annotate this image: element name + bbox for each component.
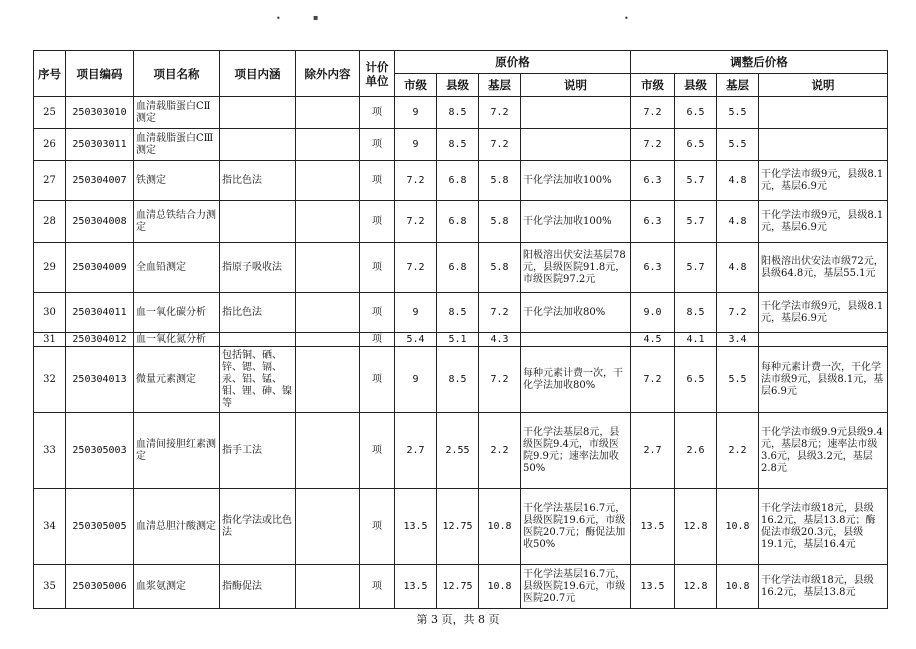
cell-orig-city: 9 <box>395 293 437 333</box>
cell-code: 250305003 <box>66 413 134 489</box>
cell-name: 微量元素测定 <box>134 347 220 413</box>
header-orig-county: 县级 <box>437 74 479 97</box>
header-seq: 序号 <box>34 51 66 97</box>
cell-new-city: 6.3 <box>631 161 675 201</box>
cell-new-note <box>759 97 888 129</box>
cell-new-city: 7.2 <box>631 97 675 129</box>
cell-unit: 项 <box>360 489 395 565</box>
table-row <box>34 489 888 565</box>
cell-new-base: 5.5 <box>717 97 759 129</box>
header-orig-note: 说明 <box>521 74 631 97</box>
header-orig-city: 市级 <box>395 74 437 97</box>
cell-code: 250305005 <box>66 489 134 565</box>
cell-seq: 28 <box>34 201 66 243</box>
cell-orig-note <box>521 129 631 161</box>
cell-seq: 25 <box>34 97 66 129</box>
scan-speck: • <box>624 14 629 23</box>
table-row <box>34 201 888 243</box>
cell-new-note: 干化学法市级18元，县级16.2元，基层13.8元 <box>759 565 888 609</box>
header-new-city: 市级 <box>631 74 675 97</box>
cell-content: 指化学法或比色法 <box>220 489 296 565</box>
cell-name: 血一氧化氮分析 <box>134 333 220 347</box>
cell-orig-county: 6.8 <box>437 201 479 243</box>
cell-new-note: 干化学法市级9元，县级8.1元，基层6.9元 <box>759 161 888 201</box>
cell-orig-county: 8.5 <box>437 129 479 161</box>
cell-new-county: 5.7 <box>675 201 717 243</box>
cell-new-base: 5.5 <box>717 347 759 413</box>
cell-orig-county: 6.8 <box>437 161 479 201</box>
cell-orig-county: 5.1 <box>437 333 479 347</box>
cell-seq: 30 <box>34 293 66 333</box>
cell-orig-city: 7.2 <box>395 161 437 201</box>
cell-new-county: 8.5 <box>675 293 717 333</box>
scan-speck: ▪ <box>313 13 319 22</box>
cell-unit: 项 <box>360 333 395 347</box>
cell-orig-base: 5.8 <box>479 201 521 243</box>
cell-unit: 项 <box>360 243 395 293</box>
cell-name: 血一氧化碳分析 <box>134 293 220 333</box>
cell-seq: 33 <box>34 413 66 489</box>
cell-orig-city: 13.5 <box>395 489 437 565</box>
cell-unit: 项 <box>360 161 395 201</box>
header-orig-base: 基层 <box>479 74 521 97</box>
cell-new-city: 7.2 <box>631 347 675 413</box>
cell-orig-base: 5.8 <box>479 243 521 293</box>
table-row <box>34 243 888 293</box>
cell-code: 250304013 <box>66 347 134 413</box>
cell-unit: 项 <box>360 347 395 413</box>
cell-new-city: 13.5 <box>631 489 675 565</box>
cell-content: 指手工法 <box>220 413 296 489</box>
table-row <box>34 347 888 413</box>
cell-orig-note: 每种元素计费一次，干化学法加收80% <box>521 347 631 413</box>
cell-except <box>296 201 360 243</box>
cell-name: 血清间接胆红素测定 <box>134 413 220 489</box>
cell-orig-base: 10.8 <box>479 489 521 565</box>
header-new-base: 基层 <box>717 74 759 97</box>
cell-new-note: 阳极溶出伏安法市级72元，县级64.8元，基层55.1元 <box>759 243 888 293</box>
cell-orig-city: 7.2 <box>395 243 437 293</box>
cell-except <box>296 129 360 161</box>
cell-orig-note: 干化学法基层8元，县级医院9.4元，市级医院9.9元；速率法加收50% <box>521 413 631 489</box>
cell-new-city: 7.2 <box>631 129 675 161</box>
cell-unit: 项 <box>360 129 395 161</box>
cell-seq: 31 <box>34 333 66 347</box>
cell-new-note <box>759 333 888 347</box>
header-new-county: 县级 <box>675 74 717 97</box>
header-original-price: 原价格 <box>395 51 631 74</box>
cell-orig-county: 12.75 <box>437 489 479 565</box>
cell-orig-base: 7.2 <box>479 347 521 413</box>
cell-name: 血清总胆汁酸测定 <box>134 489 220 565</box>
cell-orig-base: 7.2 <box>479 129 521 161</box>
cell-new-county: 2.6 <box>675 413 717 489</box>
cell-unit: 项 <box>360 293 395 333</box>
cell-new-county: 5.7 <box>675 161 717 201</box>
cell-orig-city: 7.2 <box>395 201 437 243</box>
cell-except <box>296 293 360 333</box>
cell-except <box>296 565 360 609</box>
cell-new-city: 4.5 <box>631 333 675 347</box>
cell-orig-note <box>521 97 631 129</box>
price-table-sheet <box>33 50 887 609</box>
cell-new-base: 5.5 <box>717 129 759 161</box>
cell-code: 250303011 <box>66 129 134 161</box>
page-footer: 第 3 页，共 8 页 <box>416 613 500 626</box>
cell-orig-base: 10.8 <box>479 565 521 609</box>
cell-new-city: 9.0 <box>631 293 675 333</box>
cell-new-city: 6.3 <box>631 201 675 243</box>
cell-new-county: 5.7 <box>675 243 717 293</box>
cell-new-city: 13.5 <box>631 565 675 609</box>
cell-orig-county: 8.5 <box>437 97 479 129</box>
cell-orig-base: 2.2 <box>479 413 521 489</box>
cell-orig-county: 12.75 <box>437 565 479 609</box>
cell-unit: 项 <box>360 97 395 129</box>
cell-orig-base: 5.8 <box>479 161 521 201</box>
cell-except <box>296 243 360 293</box>
scan-speck: • <box>276 14 281 23</box>
cell-except <box>296 97 360 129</box>
cell-new-note: 干化学法市级18元，县级16.2元，基层13.8元；酶促法市级20.3元，县级19.1元，基层16.4元 <box>759 489 888 565</box>
cell-new-base: 4.8 <box>717 201 759 243</box>
cell-content: 包括铜、硒、锌、锶、镉、汞、铝、锰、钼、锂、砷、镍等 <box>220 347 296 413</box>
cell-orig-note <box>521 333 631 347</box>
cell-unit: 项 <box>360 201 395 243</box>
cell-seq: 35 <box>34 565 66 609</box>
cell-orig-base: 7.2 <box>479 293 521 333</box>
cell-except <box>296 161 360 201</box>
cell-new-base: 4.8 <box>717 161 759 201</box>
cell-code: 250304011 <box>66 293 134 333</box>
header-name: 项目名称 <box>134 51 220 97</box>
cell-new-note <box>759 129 888 161</box>
header-adjusted-price: 调整后价格 <box>631 51 888 74</box>
cell-orig-note: 干化学法加收100% <box>521 161 631 201</box>
cell-name: 血浆氨测定 <box>134 565 220 609</box>
cell-orig-note: 干化学法基层16.7元，县级医院19.6元，市级医院20.7元 <box>521 565 631 609</box>
cell-seq: 27 <box>34 161 66 201</box>
table-row <box>34 293 888 333</box>
header-except: 除外内容 <box>296 51 360 97</box>
cell-new-county: 6.5 <box>675 97 717 129</box>
cell-new-note: 每种元素计费一次，干化学法市级9元，县级8.1元，基层6.9元 <box>759 347 888 413</box>
cell-content: 指原子吸收法 <box>220 243 296 293</box>
cell-orig-city: 2.7 <box>395 413 437 489</box>
cell-orig-county: 6.8 <box>437 243 479 293</box>
cell-unit: 项 <box>360 413 395 489</box>
cell-code: 250304008 <box>66 201 134 243</box>
cell-name: 血清载脂蛋白CⅡ测定 <box>134 97 220 129</box>
cell-seq: 26 <box>34 129 66 161</box>
cell-orig-note: 干化学法基层16.7元，县级医院19.6元，市级医院20.7元；酶促法加收50% <box>521 489 631 565</box>
table-row <box>34 413 888 489</box>
price-table <box>33 50 888 609</box>
cell-new-city: 6.3 <box>631 243 675 293</box>
cell-new-county: 4.1 <box>675 333 717 347</box>
cell-new-base: 10.8 <box>717 489 759 565</box>
cell-content <box>220 129 296 161</box>
table-row <box>34 97 888 129</box>
cell-seq: 34 <box>34 489 66 565</box>
cell-orig-base: 7.2 <box>479 97 521 129</box>
cell-new-base: 7.2 <box>717 293 759 333</box>
cell-code: 250303010 <box>66 97 134 129</box>
cell-content <box>220 201 296 243</box>
cell-new-note: 干化学法市级9元，县级8.1元，基层6.9元 <box>759 293 888 333</box>
cell-except <box>296 489 360 565</box>
cell-orig-county: 8.5 <box>437 293 479 333</box>
cell-orig-note: 干化学法加收80% <box>521 293 631 333</box>
cell-orig-city: 9 <box>395 97 437 129</box>
cell-except <box>296 333 360 347</box>
table-row <box>34 161 888 201</box>
cell-content: 指比色法 <box>220 293 296 333</box>
cell-name: 全血铅测定 <box>134 243 220 293</box>
cell-new-base: 3.4 <box>717 333 759 347</box>
cell-orig-note: 阳极溶出伏安法基层78元，县级医院91.8元，市级医院97.2元 <box>521 243 631 293</box>
cell-content: 指比色法 <box>220 161 296 201</box>
cell-orig-note: 干化学法加收100% <box>521 201 631 243</box>
cell-except <box>296 413 360 489</box>
cell-unit: 项 <box>360 565 395 609</box>
cell-new-county: 6.5 <box>675 347 717 413</box>
cell-name: 血清载脂蛋白CⅢ测定 <box>134 129 220 161</box>
cell-new-base: 10.8 <box>717 565 759 609</box>
cell-new-county: 12.8 <box>675 565 717 609</box>
cell-content <box>220 333 296 347</box>
cell-new-note: 干化学法市级9.9元县级9.4元，基层8元；速率法市级3.6元，县级3.2元，基层2.8元 <box>759 413 888 489</box>
cell-new-note: 干化学法市级9元，县级8.1元，基层6.9元 <box>759 201 888 243</box>
cell-name: 血清总铁结合力测定 <box>134 201 220 243</box>
cell-seq: 32 <box>34 347 66 413</box>
cell-orig-county: 2.55 <box>437 413 479 489</box>
cell-except <box>296 347 360 413</box>
header-unit: 计价单位 <box>360 51 395 97</box>
cell-orig-city: 9 <box>395 129 437 161</box>
cell-content <box>220 97 296 129</box>
cell-orig-city: 9 <box>395 347 437 413</box>
cell-new-city: 2.7 <box>631 413 675 489</box>
cell-orig-city: 5.4 <box>395 333 437 347</box>
table-row <box>34 129 888 161</box>
cell-code: 250304009 <box>66 243 134 293</box>
header-code: 项目编码 <box>66 51 134 97</box>
cell-code: 250304007 <box>66 161 134 201</box>
cell-seq: 29 <box>34 243 66 293</box>
cell-name: 铁测定 <box>134 161 220 201</box>
header-new-note: 说明 <box>759 74 888 97</box>
cell-content: 指酶促法 <box>220 565 296 609</box>
cell-orig-city: 13.5 <box>395 565 437 609</box>
cell-orig-base: 4.3 <box>479 333 521 347</box>
cell-new-county: 6.5 <box>675 129 717 161</box>
cell-new-county: 12.8 <box>675 489 717 565</box>
table-row <box>34 333 888 347</box>
cell-orig-county: 8.5 <box>437 347 479 413</box>
cell-code: 250304012 <box>66 333 134 347</box>
header-content: 项目内涵 <box>220 51 296 97</box>
cell-code: 250305006 <box>66 565 134 609</box>
cell-new-base: 2.2 <box>717 413 759 489</box>
table-row <box>34 565 888 609</box>
cell-new-base: 4.8 <box>717 243 759 293</box>
